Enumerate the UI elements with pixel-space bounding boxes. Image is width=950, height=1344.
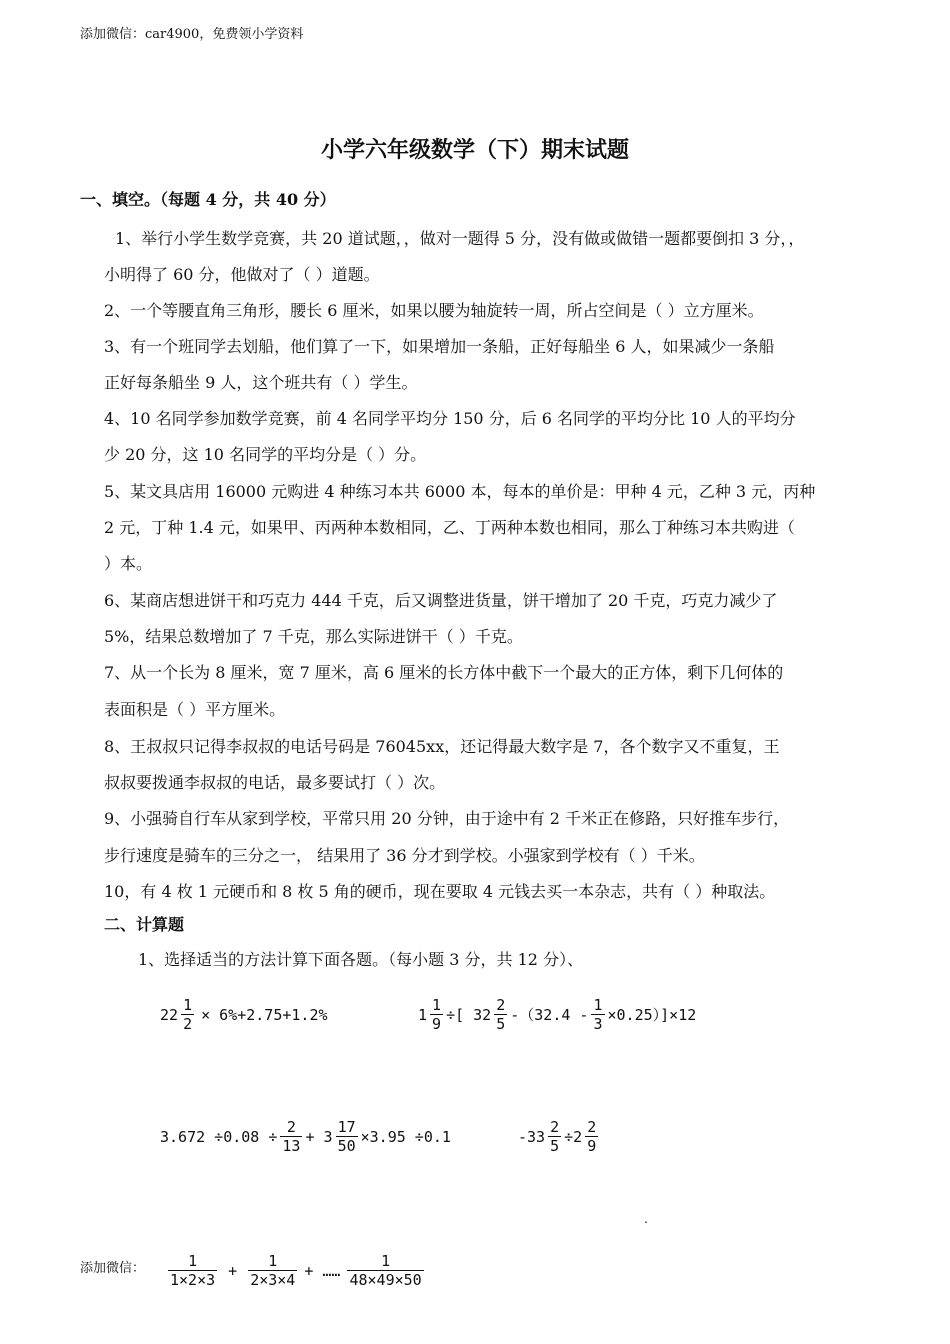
expression-text: 3.672 ÷0.08 ÷ <box>160 1127 278 1146</box>
question-line: 2 元，丁种 1.4 元，如果甲、丙两种本数相同，乙、丁两种本数也相同，那么丁种练习本共购进（ <box>104 518 795 537</box>
fraction-denominator: 5 <box>550 1137 560 1155</box>
fraction-numerator: 1 <box>268 1252 278 1270</box>
question-line: 5、某文具店用 16000 元购进 4 种练习本共 6000 本，每本的单价是：甲种 4 元，乙种 3 元，丙种 <box>104 482 816 501</box>
fraction <box>248 1252 297 1289</box>
stray-mark: . <box>644 1212 648 1226</box>
question-line: 步行速度是骑车的三分之一， 结果用了 36 分才到学校。小强家到学校有（ ）千米。 <box>104 846 705 865</box>
expression-text: ÷[ 32 <box>446 1005 492 1024</box>
math-expression-3 <box>160 1118 451 1155</box>
question-line: 少 20 分，这 10 名同学的平均分是（ ）分。 <box>104 445 427 464</box>
question-line: 1、举行小学生数学竞赛，共 20 道试题，，做对一题得 5 分，没有做或做错一题都要倒扣 3 分，， <box>115 229 805 248</box>
question-line: 5%，结果总数增加了 7 千克，那么实际进饼干（ ）千克。 <box>104 627 523 646</box>
fraction-denominator: 1×2×3 <box>170 1271 216 1289</box>
expression-text: × 6%+2.75+1.2% <box>201 1005 328 1024</box>
fraction-numerator: 1 <box>593 996 603 1014</box>
expression-text: -33 <box>518 1127 546 1146</box>
fraction-denominator: 2 <box>183 1015 193 1033</box>
fraction-denominator: 13 <box>282 1137 301 1155</box>
header-note: 添加微信：car4900，免费领小学资料 <box>80 27 304 42</box>
expression-text: + <box>228 1261 238 1280</box>
fraction-denominator: 9 <box>432 1015 442 1033</box>
fraction-numerator: 2 <box>587 1118 597 1136</box>
fraction-numerator: 17 <box>337 1118 356 1136</box>
question-line: 正好每条船坐 9 人，这个班共有（ ）学生。 <box>104 373 418 392</box>
fraction-numerator: 1 <box>183 996 193 1014</box>
fraction-denominator: 48×49×50 <box>349 1271 422 1289</box>
section-1-heading: 一、填空。（每题 4 分，共 40 分） <box>80 190 336 209</box>
math-expression-1 <box>160 996 328 1033</box>
fraction <box>430 996 443 1033</box>
question-line: 4、10 名同学参加数学竞赛，前 4 名同学平均分 150 分，后 6 名同学的平均分比 10 人的平均分 <box>104 409 796 428</box>
fraction <box>181 996 194 1033</box>
question-line: 3、有一个班同学去划船，他们算了一下，如果增加一条船，正好每船坐 6 人，如果减少一条船 <box>104 337 775 356</box>
expression-text: + …… <box>304 1261 341 1280</box>
mixed-number-whole: 22 <box>160 1005 179 1024</box>
question-line: 10，有 4 枚 1 元硬币和 8 枚 5 角的硬币，现在要取 4 元钱去买一本杂志，共有（ ）种取法。 <box>104 882 776 901</box>
fraction <box>336 1118 358 1155</box>
question-line: 小明得了 60 分，他做对了（ ）道题。 <box>104 265 380 284</box>
expression-text: ×0.25）]×12 <box>607 1006 697 1024</box>
fraction <box>280 1118 302 1155</box>
fraction-denominator: 2×3×4 <box>250 1271 296 1289</box>
question-line: 2、一个等腰直角三角形，腰长 6 厘米，如果以腰为轴旋转一周，所占空间是（ ）立方厘米。 <box>104 301 764 320</box>
question-line: 6、某商店想进饼干和巧克力 444 千克，后又调整进货量，饼干增加了 20 千克，巧克力减少了 <box>104 591 778 610</box>
footer-note: 添加微信： <box>80 1261 146 1276</box>
fraction-numerator: 1 <box>188 1252 198 1270</box>
math-expression-4 <box>518 1118 601 1155</box>
expression-text: ×3.95 ÷0.1 <box>360 1127 451 1146</box>
math-expression-5 <box>165 1252 427 1289</box>
question-line: 7、从一个长为 8 厘米，宽 7 厘米，高 6 厘米的长方体中截下一个最大的正方体，剩下几何体的 <box>104 663 784 682</box>
expression-text: ÷2 <box>564 1127 583 1146</box>
fraction-numerator: 2 <box>550 1118 560 1136</box>
fraction-numerator: 1 <box>381 1252 391 1270</box>
calc-instructions: 1、选择适当的方法计算下面各题。（每小题 3 分，共 12 分）、 <box>138 950 584 969</box>
fraction <box>585 1118 598 1155</box>
question-line: ）本。 <box>104 554 153 573</box>
fraction <box>494 996 507 1033</box>
section-2-heading: 二、计算题 <box>104 915 185 934</box>
expression-text: + 3 <box>305 1127 333 1146</box>
mixed-number-whole: 1 <box>418 1005 428 1024</box>
fraction <box>347 1252 423 1289</box>
fraction <box>168 1252 217 1289</box>
fraction-denominator: 50 <box>337 1137 356 1155</box>
fraction <box>591 996 604 1033</box>
fraction-denominator: 5 <box>496 1015 506 1033</box>
question-line: 8、王叔叔只记得李叔叔的电话号码是 76045xx，还记得最大数字是 7，各个数字又不重复，王 <box>104 737 780 756</box>
math-expression-2 <box>418 996 696 1033</box>
question-line: 9、小强骑自行车从家到学校，平常只用 20 分钟，由于途中有 2 千米正在修路，只好推车步行， <box>104 809 790 828</box>
fraction-numerator: 2 <box>286 1118 296 1136</box>
question-line: 叔叔要拨通李叔叔的电话，最多要试打（ ）次。 <box>104 773 446 792</box>
fraction-numerator: 2 <box>496 996 506 1014</box>
question-line: 表面积是（ ）平方厘米。 <box>104 700 286 719</box>
fraction-numerator: 1 <box>432 996 442 1014</box>
fraction <box>548 1118 561 1155</box>
fraction-denominator: 3 <box>593 1015 603 1033</box>
expression-text: -（32.4 - <box>510 1006 589 1024</box>
fraction-denominator: 9 <box>587 1137 597 1155</box>
page-title: 小学六年级数学（下）期末试题 <box>320 137 629 163</box>
